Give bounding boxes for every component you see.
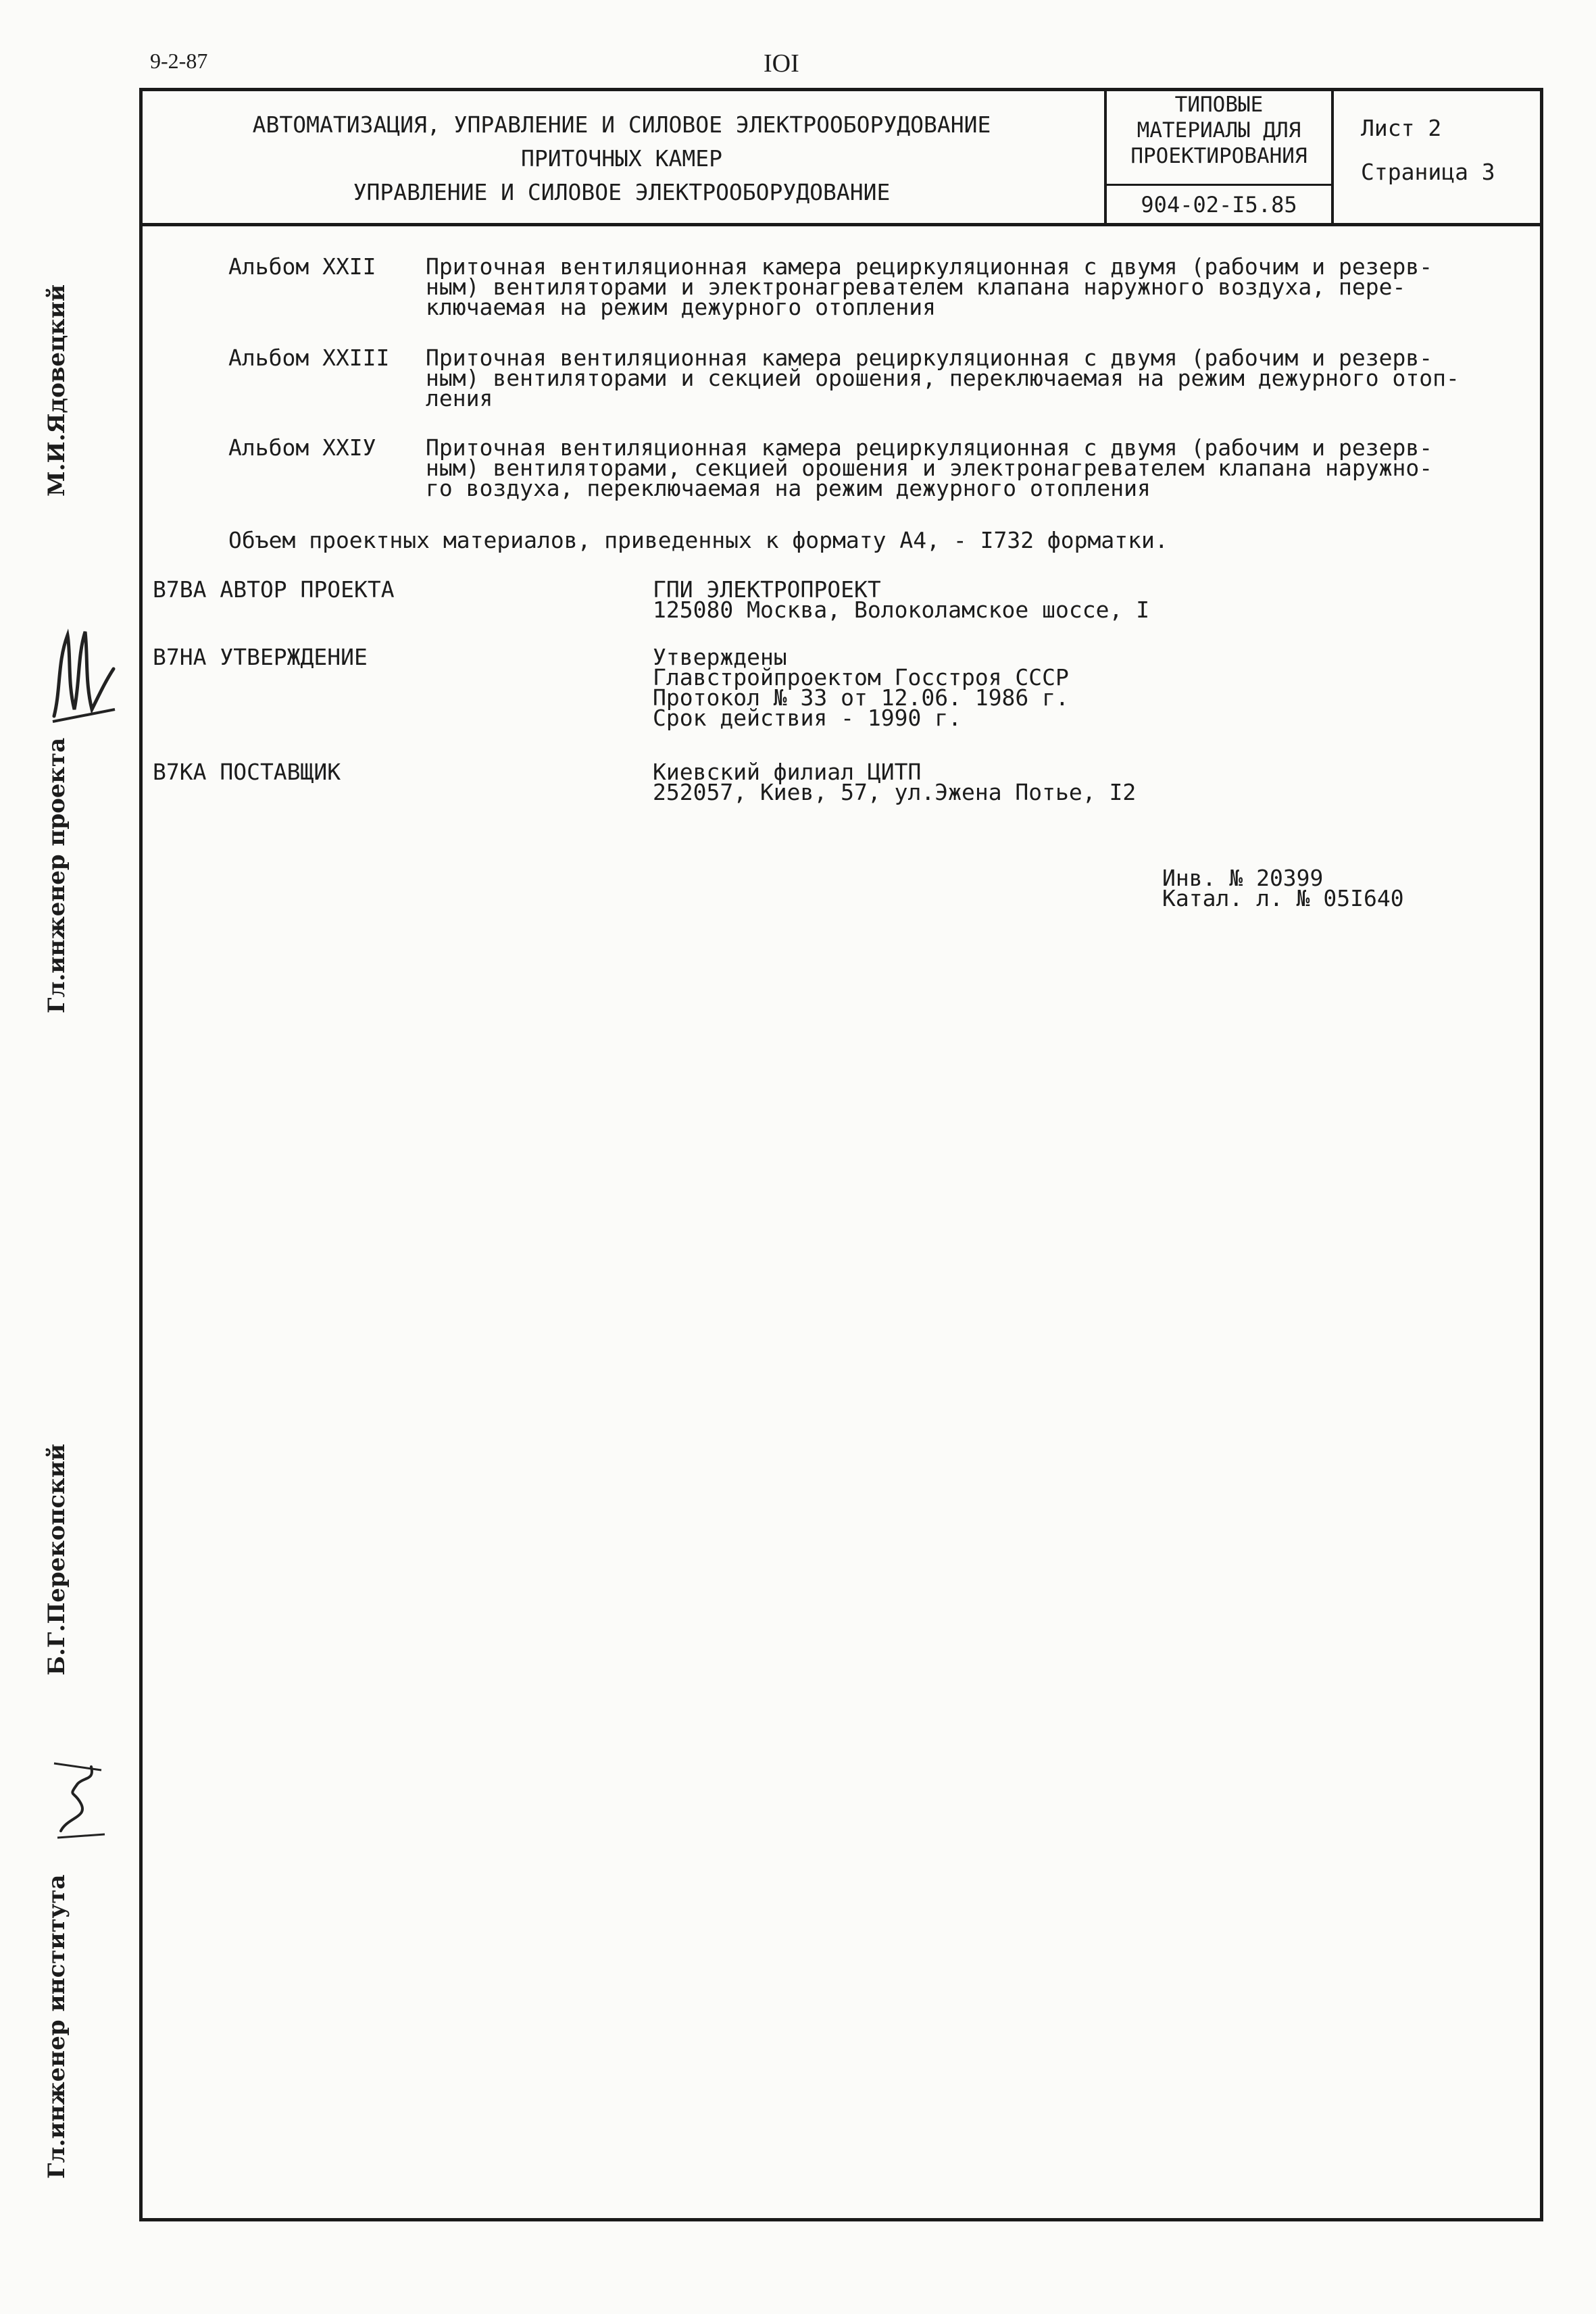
title-line-2: ПРИТОЧНЫХ КАМЕР bbox=[520, 145, 722, 172]
code-value-supplier: Киевский филиал ЦИТП 252057, Киев, 57, ул.Эжена Потье, I2 bbox=[653, 759, 1137, 805]
code-label-approval: В7НА УТВЕРЖДЕНИЕ bbox=[153, 644, 368, 670]
code-value-author: ГПИ ЭЛЕКТРОПРОЕКТ 125080 Москва, Волоколамское шоссе, I bbox=[653, 576, 1150, 623]
page-label: Страница 3 bbox=[1361, 159, 1495, 185]
code-label-author: В7ВА АВТОР ПРОЕКТА bbox=[153, 576, 395, 603]
title-block bbox=[139, 88, 1543, 226]
side-name-1: М.И.Ядовецкий bbox=[43, 284, 70, 497]
materials-line-1: ТИПОВЫЕ bbox=[1174, 93, 1264, 117]
album-label: Альбом XXIУ bbox=[228, 434, 376, 461]
side-name-2: Б.Г.Перекопский bbox=[43, 1443, 70, 1676]
title-line-1: АВТОМАТИЗАЦИЯ, УПРАВЛЕНИЕ И СИЛОВОЕ ЭЛЕКТРООБОРУДОВАНИЕ bbox=[252, 111, 991, 138]
code-value-approval: Утверждены Главстройпроектом Госстроя СССР Протокол № 33 от 12.06. 1986 г. Срок действия - 1990 г. bbox=[653, 644, 1069, 731]
album-label: Альбом XXII bbox=[228, 253, 376, 280]
materials-line-2: МАТЕРИАЛЫ ДЛЯ bbox=[1137, 118, 1301, 143]
materials-code: 904-02-I5.85 bbox=[1107, 184, 1331, 223]
signature-mark bbox=[41, 1750, 115, 1844]
title-block-sheet bbox=[1334, 88, 1543, 223]
album-description: Приточная вентиляционная камера рециркуляционная с двумя (рабочим и резерв- ным) вентиляторами, секцией орошения и электронагревателем клапана наружно- го воздуха, переключаемая на режим дежурного отопления bbox=[426, 434, 1433, 501]
side-role-1: Гл.инженер проекта bbox=[43, 737, 70, 1013]
code-label-supplier: В7КА ПОСТАВЩИК bbox=[153, 759, 341, 785]
volume-note: Объем проектных материалов, приведенных к формату А4, - I732 форматки. bbox=[228, 527, 1168, 553]
sheet-number: Лист 2 bbox=[1361, 115, 1442, 141]
document-code: 9-2-87 bbox=[150, 49, 208, 73]
album-label: Альбом XXIII bbox=[228, 345, 390, 371]
album-description: Приточная вентиляционная камера рециркуляционная с двумя (рабочим и резерв- ным) вентиляторами и секцией орошения, переключаемая на режим дежурного отоп- ления bbox=[426, 345, 1460, 411]
title-block-title bbox=[139, 88, 1107, 223]
side-role-2: Гл.инженер института bbox=[43, 1874, 70, 2179]
title-block-materials bbox=[1107, 88, 1334, 223]
materials-line-3: ПРОЕКТИРОВАНИЯ bbox=[1130, 144, 1307, 168]
signature-mark bbox=[41, 608, 122, 736]
inventory-info: Инв. № 20399 Катал. л. № 05I640 bbox=[1162, 865, 1404, 911]
page-number: IOI bbox=[764, 49, 799, 78]
title-line-3: УПРАВЛЕНИЕ И СИЛОВОЕ ЭЛЕКТРООБОРУДОВАНИЕ bbox=[353, 179, 891, 205]
album-description: Приточная вентиляционная камера рециркуляционная с двумя (рабочим и резерв- ным) вентиляторами и электронагревателем клапана наружного воздуха, пере- ключаемая на режим дежурного отопления bbox=[426, 253, 1433, 320]
